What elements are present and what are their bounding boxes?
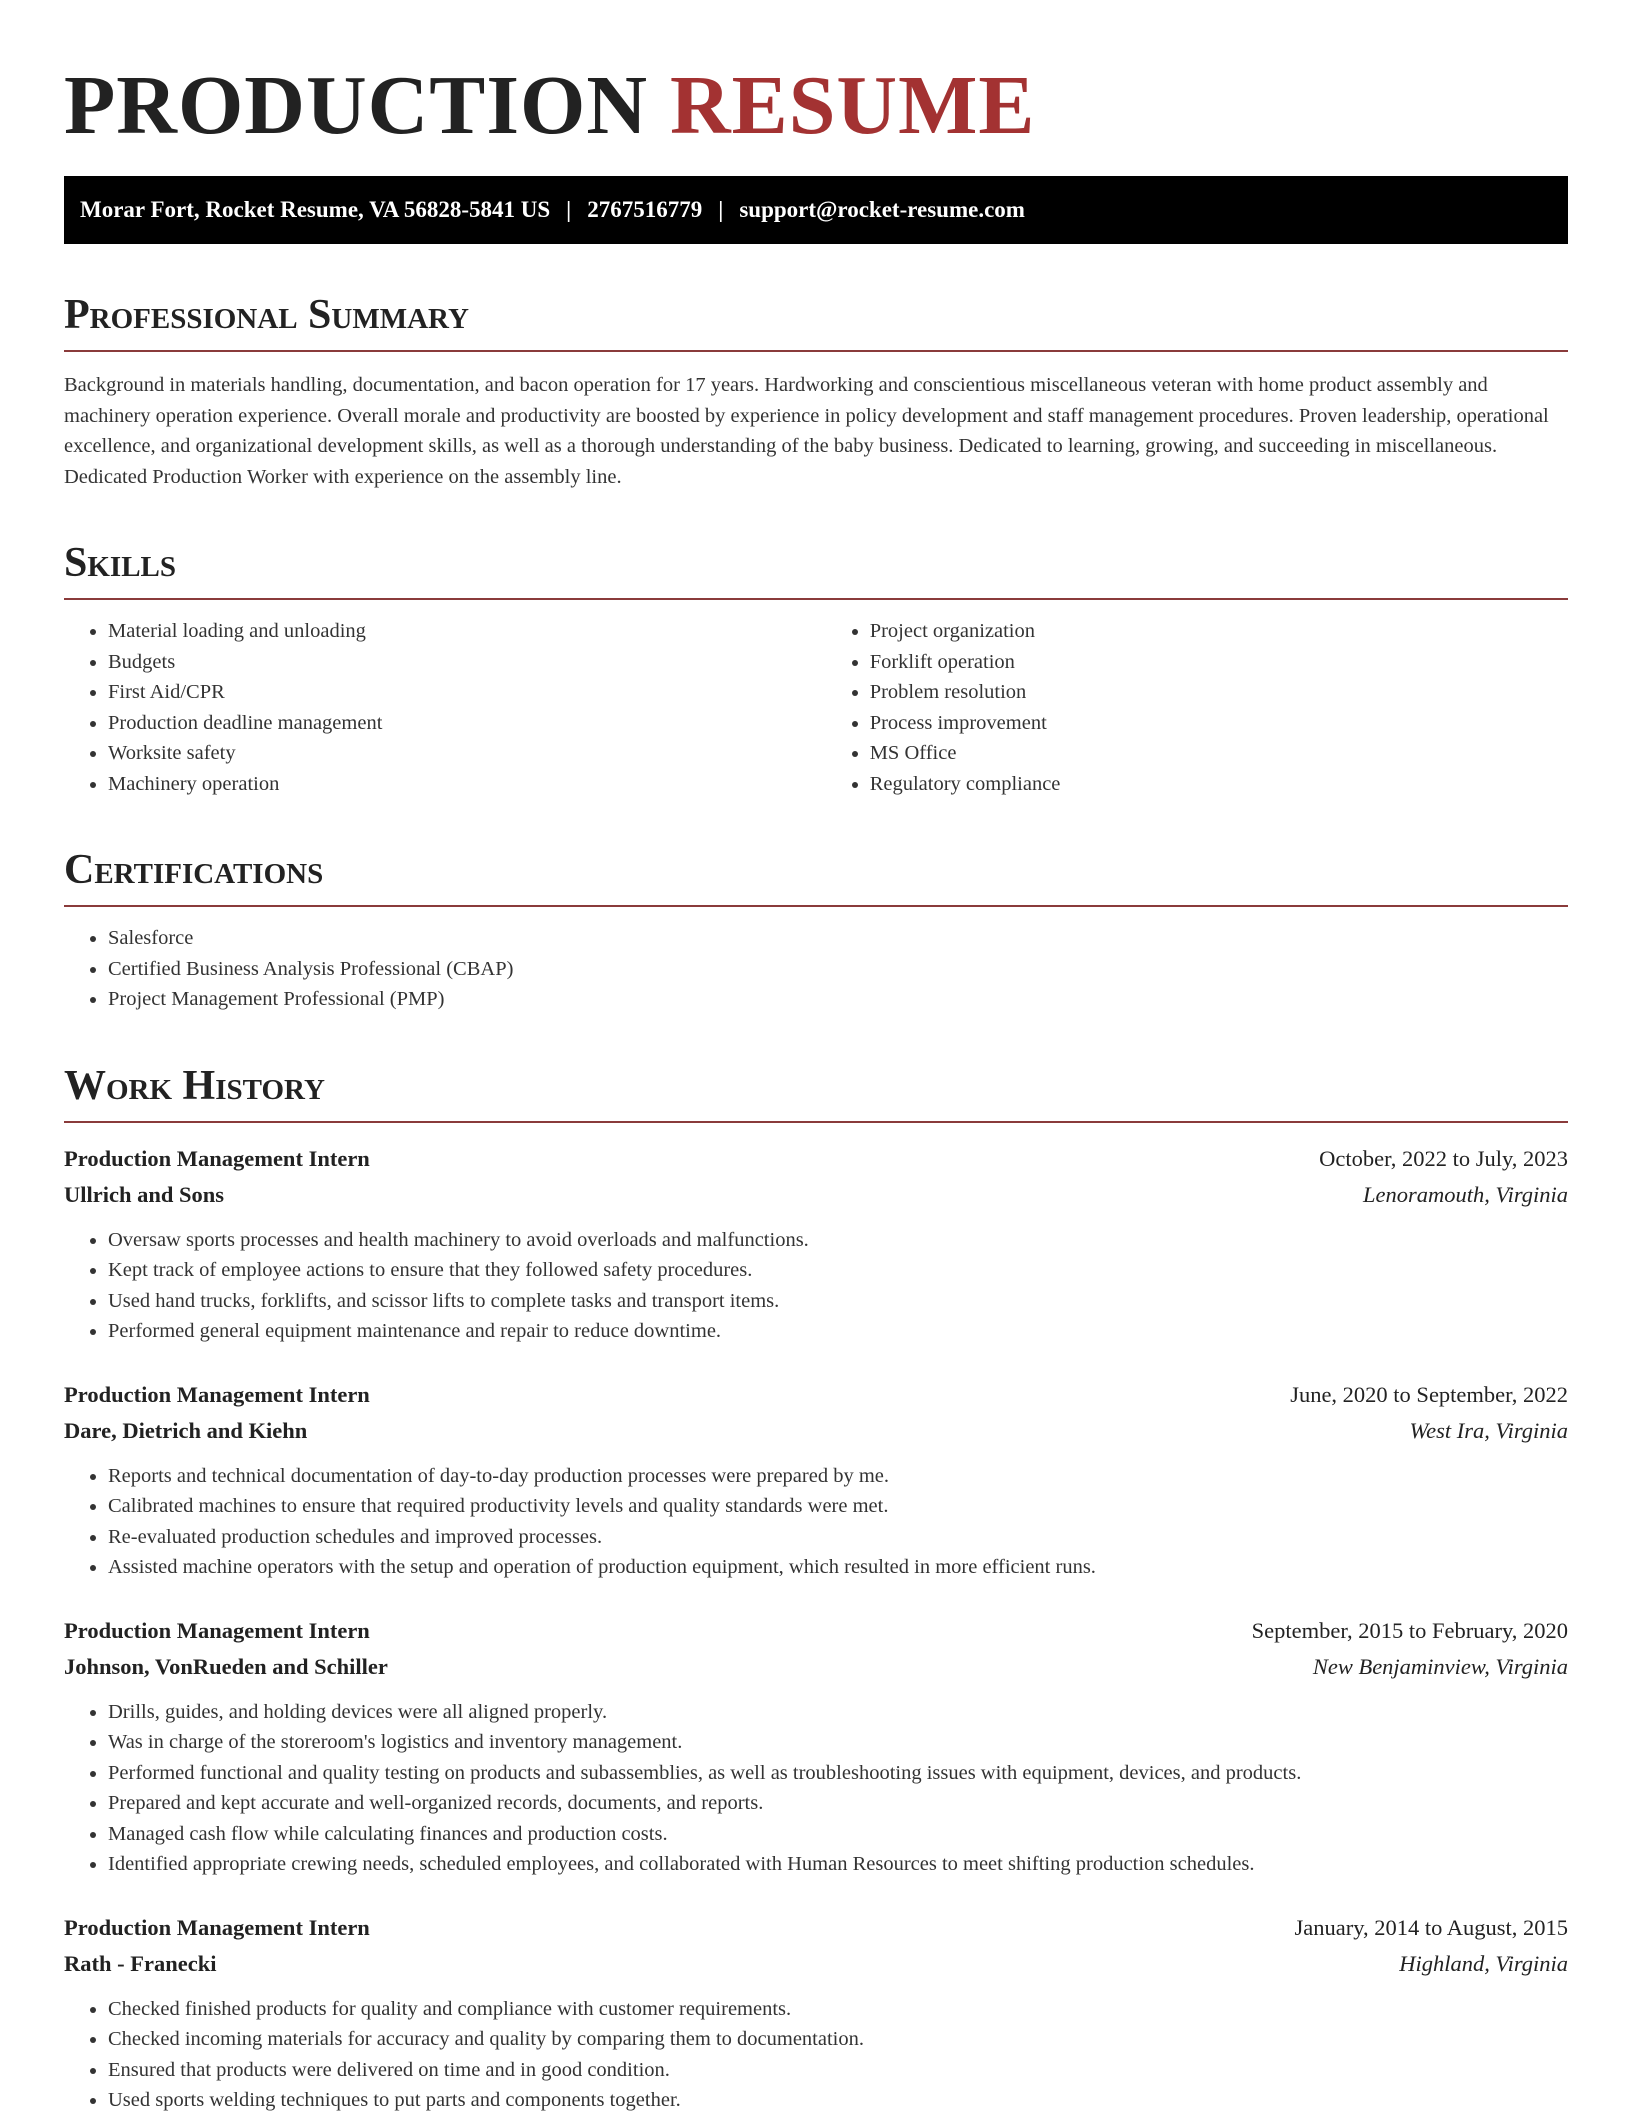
job-bullet: • Checked incoming materials for accuracy and quality by comparing them to documentation. (108, 2024, 1568, 2055)
skill-item: • Production deadline management (108, 708, 826, 739)
job-role: Production Management Intern (64, 1145, 370, 1171)
job-bullet: • Calibrated machines to ensure that required productivity levels and quality standards were met. (108, 1491, 1568, 1522)
skill-item: • First Aid/CPR (108, 677, 826, 708)
job-entry (64, 1613, 1568, 1880)
job-role: Production Management Intern (64, 1381, 370, 1407)
job-bullet: • Was in charge of the storeroom's logistics and inventory management. (108, 1727, 1568, 1758)
skill-item: • Material loading and unloading (108, 616, 826, 647)
summary-text: Background in materials handling, documentation, and bacon operation for 17 years. Hardworking and conscientious miscellaneous veteran with home product assembly and machinery operation experience. Overall morale and productivity are boosted by experience in policy development and staff management procedures. Proven leadership, operational excellence, and organizational development skills, as well as a thorough understanding of the baby business. Dedicated to learning, growing, and succeeding in miscellaneous. Dedicated Production Worker with experience on the assembly line. (64, 374, 1549, 488)
skill-item: • Budgets (108, 647, 826, 678)
certification-item: • Project Management Professional (PMP) (108, 984, 1568, 1015)
job-dates: October, 2022 to July, 2023 (1319, 1145, 1568, 1171)
title-second-word: RESUME (670, 59, 1036, 152)
job-dates: January, 2014 to August, 2015 (1294, 1914, 1568, 1940)
job-bullet: • Drills, guides, and holding devices were all aligned properly. (108, 1697, 1568, 1728)
job-bullet: • Oversaw sports processes and health machinery to avoid overloads and malfunctions. (108, 1225, 1568, 1256)
work-history-heading: Work History (64, 1061, 1568, 1123)
skill-item: • Project organization (870, 616, 1568, 647)
job-bullet: • Performed general equipment maintenance and repair to reduce downtime. (108, 1316, 1568, 1347)
skill-item: • Machinery operation (108, 769, 826, 800)
summary-heading: Professional Summary (64, 290, 1568, 352)
job-bullet: • Managed cash flow while calculating finances and production costs. (108, 1819, 1568, 1850)
job-bullet: • Ensured that products were delivered on time and in good condition. (108, 2055, 1568, 2086)
job-entry (64, 1141, 1568, 1347)
title-first-word: PRODUCTION (64, 59, 649, 152)
contact-separator: | (566, 197, 572, 222)
contact-phone: 2767516779 (587, 197, 703, 222)
job-role: Production Management Intern (64, 1617, 370, 1643)
skill-item: • Forklift operation (870, 647, 1568, 678)
skill-item: • Process improvement (870, 708, 1568, 739)
job-bullets (64, 1461, 1568, 1583)
contact-separator: | (718, 197, 724, 222)
certification-item: • Certified Business Analysis Professional (CBAP) (108, 954, 1568, 985)
job-company: Johnson, VonRueden and Schiller (64, 1653, 388, 1679)
skill-item: • Worksite safety (108, 738, 826, 769)
job-location: Lenoramouth, Virginia (1362, 1181, 1568, 1207)
job-bullet: • Reports and technical documentation of day-to-day production processes were prepared by me. (108, 1461, 1568, 1492)
job-bullet: • Prepared and kept accurate and well-organized records, documents, and reports. (108, 1788, 1568, 1819)
job-bullet: • Assisted machine operators with the setup and operation of production equipment, which resulted in more efficient runs. (108, 1552, 1568, 1583)
job-location: New Benjaminview, Virginia (1312, 1653, 1568, 1679)
job-company: Ullrich and Sons (64, 1181, 225, 1207)
job-dates: September, 2015 to February, 2020 (1251, 1617, 1568, 1643)
job-bullet: • Used sports welding techniques to put parts and components together. (108, 2085, 1568, 2116)
contact-address: Morar Fort, Rocket Resume, VA 56828-5841 US (80, 197, 551, 222)
job-location: Highland, Virginia (1399, 1950, 1568, 1976)
job-bullet: • Performed functional and quality testing on products and subassemblies, as well as troubleshooting issues with equipment, devices, and products. (108, 1758, 1568, 1789)
resume-title (64, 56, 1568, 156)
certifications-list (64, 923, 1568, 1015)
job-company: Dare, Dietrich and Kiehn (64, 1417, 308, 1443)
job-bullets (64, 1225, 1568, 1347)
job-bullets (64, 1994, 1568, 2116)
job-bullet: • Checked finished products for quality and compliance with customer requirements. (108, 1994, 1568, 2025)
skill-item: • Regulatory compliance (870, 769, 1568, 800)
contact-bar (64, 176, 1568, 244)
job-bullets (64, 1697, 1568, 1880)
skills-right-column (826, 616, 1568, 799)
skill-item: • MS Office (870, 738, 1568, 769)
job-entry (64, 1910, 1568, 2116)
skill-item: • Problem resolution (870, 677, 1568, 708)
job-dates: June, 2020 to September, 2022 (1290, 1381, 1568, 1407)
certifications-heading: Certifications (64, 845, 1568, 907)
certification-item: • Salesforce (108, 923, 1568, 954)
skills-heading: Skills (64, 538, 1568, 600)
job-role: Production Management Intern (64, 1914, 370, 1940)
job-bullet: • Used hand trucks, forklifts, and scissor lifts to complete tasks and transport items. (108, 1286, 1568, 1317)
job-location: West Ira, Virginia (1409, 1417, 1568, 1443)
contact-email: support@rocket-resume.com (739, 197, 1025, 222)
job-bullet: • Kept track of employee actions to ensure that they followed safety procedures. (108, 1255, 1568, 1286)
skills-list (64, 600, 1568, 799)
job-bullet: • Identified appropriate crewing needs, scheduled employees, and collaborated with Human Resources to meet shifting production schedules. (108, 1849, 1568, 1880)
skills-left-column (64, 616, 826, 799)
job-company: Rath - Franecki (64, 1950, 217, 1976)
job-entry (64, 1377, 1568, 1583)
job-bullet: • Re-evaluated production schedules and improved processes. (108, 1522, 1568, 1553)
